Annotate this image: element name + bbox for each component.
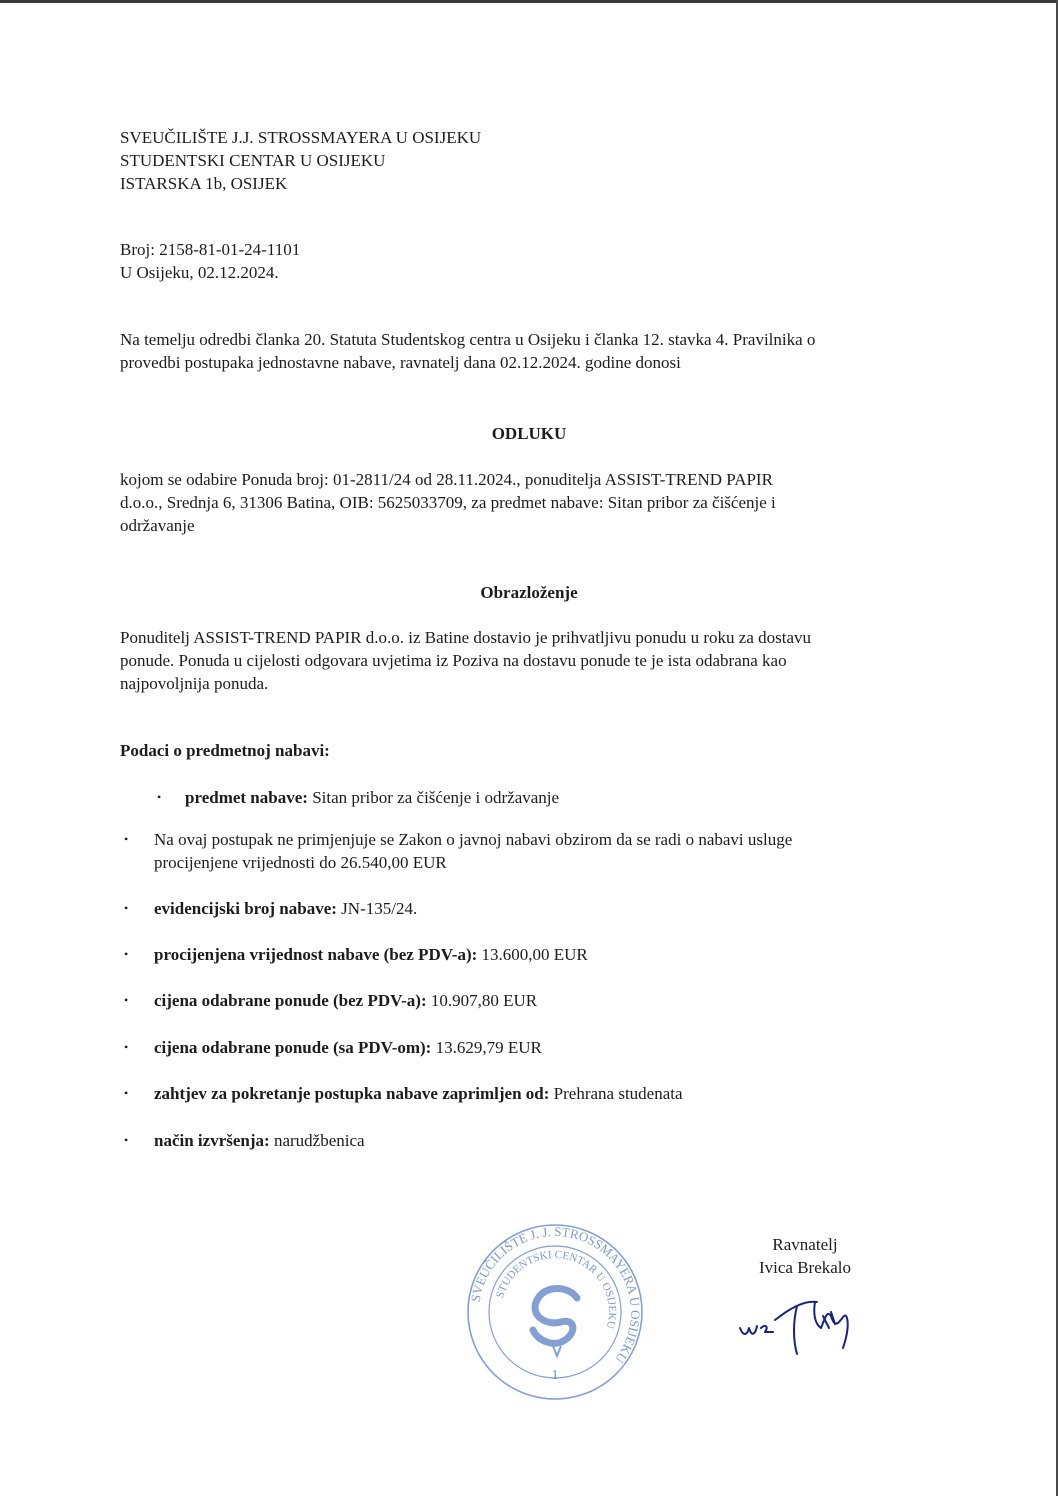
stamp-inner-textpath: STUDENTSKI CENTAR U OSIJEKU xyxy=(494,1248,619,1330)
item-value: JN-135/24. xyxy=(336,899,418,918)
explanation-line-1: Ponuditelj ASSIST-TREND PAPIR d.o.o. iz Batine dostavio je prihvatljivu ponudu u roku za dostavu xyxy=(120,628,812,647)
bullet-icon: • xyxy=(124,993,129,1007)
item-text xyxy=(154,828,932,874)
preamble-line-2: provedbi postupaka jednostavne nabave, ravnatelj dana 02.12.2024. godine donosi xyxy=(120,353,681,372)
bullet-icon: • xyxy=(124,1086,129,1100)
item-text xyxy=(154,1036,542,1059)
item-value-continued: procijenjene vrijednosti do 26.540,00 EUR xyxy=(154,853,447,872)
explanation-text xyxy=(120,626,811,695)
item-value: Na ovaj postupak ne primjenjuje se Zakon o javnoj nabavi obzirom da se radi o nabavi usluge xyxy=(154,830,793,849)
preamble xyxy=(120,328,815,374)
item-label: način izvršenja: xyxy=(154,1131,270,1150)
decision-line-3: održavanje xyxy=(120,516,195,535)
reference-number: Broj: 2158-81-01-24-1101 xyxy=(120,240,301,259)
explanation-line-2: ponude. Ponuda u cijelosti odgovara uvjetima iz Poziva na dostavu ponude te je ista odabrana kao xyxy=(120,651,787,670)
explanation-line-3: najpovoljnija ponuda. xyxy=(120,674,269,693)
institution-header xyxy=(120,126,481,195)
header-line-university: SVEUČILIŠTE J.J. STROSSMAYERA U OSIJEKU xyxy=(120,128,482,147)
signature-block xyxy=(720,1233,890,1279)
item-label: cijena odabrane ponude (bez PDV-a): xyxy=(154,991,427,1010)
item-label: zahtjev za pokretanje postupka nabave zaprimljen od: xyxy=(154,1084,550,1103)
stamp-number: 1 xyxy=(551,1368,559,1383)
item-text xyxy=(154,989,537,1012)
bullet-icon: • xyxy=(124,947,129,961)
decision-line-1: kojom se odabire Ponuda broj: 01-2811/24 od 28.11.2024., ponuditelja ASSIST-TREND PAPIR xyxy=(120,470,773,489)
item-value: 13.629,79 EUR xyxy=(431,1038,542,1057)
bullet-icon: • xyxy=(124,832,129,846)
bullet-icon: • xyxy=(124,901,129,915)
explanation-title: Obrazloženje xyxy=(480,583,578,602)
reference-block xyxy=(120,238,300,284)
item-label: predmet nabave: xyxy=(185,788,308,807)
bullet-icon: • xyxy=(124,1133,129,1147)
item-value: narudžbenica xyxy=(269,1131,365,1150)
item-value: 13.600,00 EUR xyxy=(477,945,588,964)
signatory-role: Ravnatelj xyxy=(772,1235,838,1254)
procurement-heading: Podaci o predmetnoj nabavi: xyxy=(120,741,330,760)
header-line-address: ISTARSKA 1b, OSIJEK xyxy=(120,174,288,193)
bullet-icon: • xyxy=(157,790,162,804)
item-value: Prehrana studenata xyxy=(549,1084,683,1103)
item-label: procijenjena vrijednost nabave (bez PDV-a): xyxy=(154,945,478,964)
scan-top-edge xyxy=(0,0,1058,3)
signatory-name: Ivica Brekalo xyxy=(758,1258,852,1277)
item-text xyxy=(154,1082,683,1105)
reference-place-date: U Osijeku, 02.12.2024. xyxy=(120,263,279,282)
handwritten-signature xyxy=(735,1288,865,1358)
decision-title: ODLUKU xyxy=(491,424,567,443)
decision-line-2: d.o.o., Srednja 6, 31306 Batina, OIB: 5625033709, za predmet nabave: Sitan pribor za čišćenje i xyxy=(120,493,776,512)
official-stamp xyxy=(465,1222,645,1402)
preamble-line-1: Na temelju odredbi članka 20. Statuta Studentskog centra u Osijeku i članka 12. stavka 4. Pravilnika o xyxy=(120,330,816,349)
item-label: cijena odabrane ponude (sa PDV-om): xyxy=(154,1038,432,1057)
item-label: evidencijski broj nabave: xyxy=(154,899,337,918)
item-value: 10.907,80 EUR xyxy=(426,991,538,1010)
bullet-icon: • xyxy=(124,1040,129,1054)
header-line-center: STUDENTSKI CENTAR U OSIJEKU xyxy=(120,151,386,170)
item-text xyxy=(185,786,559,809)
item-text xyxy=(154,1129,365,1152)
item-text xyxy=(154,943,588,966)
item-value: Sitan pribor za čišćenje i održavanje xyxy=(307,788,560,807)
stamp-outer-textpath: SVEUČILIŠTE J. J. STROSSMAYERA U OSIJEKU xyxy=(467,1223,644,1367)
item-text xyxy=(154,897,417,920)
decision-text xyxy=(120,468,776,537)
